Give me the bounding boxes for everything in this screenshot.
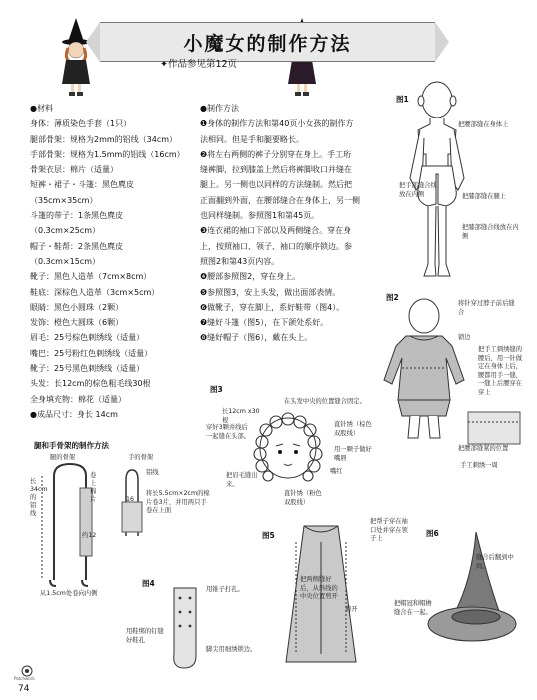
figure-3-note: 把眉毛缝出来。 — [226, 472, 258, 488]
brand-logo — [20, 662, 34, 674]
figure-4-note: 脚尖用细绣锁边。 — [206, 646, 257, 653]
material-line: 帽子・鞋帮：2条黑色麂皮 — [30, 241, 124, 251]
figure-3-label: 图3 — [210, 385, 223, 394]
leg-bottom-note: 从1.5cm处卷向内侧 — [40, 590, 98, 597]
figure-6-note: 缝合后翻到中间。 — [476, 554, 514, 570]
material-line: 骨架衣层：棉片（适量） — [30, 165, 118, 175]
hand-bone-title: 手的骨架 — [128, 454, 154, 461]
method-line: ❹腰部参照图2，穿在身上。 — [200, 272, 301, 282]
figure-2-note: 手工刺绣一周 — [460, 462, 498, 469]
figure-2-note: 把腰部缝紧的位置 — [458, 445, 509, 452]
figure-1-note: 把膝部缝合线放在内侧 — [462, 224, 519, 240]
figure-4-boot-illustration — [168, 584, 202, 672]
material-line: （0.3cm×25cm） — [30, 226, 100, 236]
figure-6-note: 把帽冠和帽檐缝合在一起。 — [394, 600, 432, 616]
figure-5-note: 剪开 — [345, 606, 358, 613]
materials-section — [30, 101, 200, 422]
method-line: 法相同。但是手和腿要略长。 — [200, 134, 304, 144]
material-line: 全身填充物：棉花（适量） — [30, 394, 126, 404]
figure-3-note: 长12cm x30根 — [222, 408, 260, 424]
figure-1-note: 把手部缝合线放在内侧 — [399, 182, 437, 198]
material-line: 短裤・裙子・斗篷：黑色麂皮 — [30, 180, 134, 190]
bone-heading: 腿和手骨架的制作方法 — [34, 441, 109, 450]
figure-6-hat-illustration — [426, 530, 518, 646]
leg-bone-illustration — [36, 462, 116, 588]
figure-2-dress-illustration — [376, 296, 472, 446]
page-title: 小魔女的制作方法 — [183, 33, 352, 55]
method-line: ❺参照图3，安上头发，做出面部表情。 — [200, 287, 341, 297]
figure-3-note: 穿好3颗并线后一起缝在头部。 — [206, 424, 251, 440]
method-line: 照图2和第43页内容。 — [200, 256, 280, 266]
method-line: 上，按照袖口、领子、袖口的顺序锁边。参 — [200, 241, 352, 251]
figure-3-note: 在头发中央的位置缝合固定。 — [284, 398, 366, 405]
subtitle-text: 作品参见第12页 — [167, 59, 238, 70]
method-line: ❽缝好帽子（图6），戴在头上。 — [200, 333, 313, 343]
page-number: 74 — [18, 684, 30, 694]
finished-size: ●成品尺寸：身长 14cm — [30, 409, 118, 419]
figure-6-label: 图6 — [426, 529, 439, 538]
page-subtitle — [160, 56, 237, 70]
material-line: 头发：长12cm的棕色粗毛线30根 — [30, 379, 151, 389]
material-line: 腿部骨架：规格为2mm的铝线（34cm） — [30, 134, 178, 144]
method-line: ❸连衣裙的袖口下部以及两侧缝合。穿在身 — [200, 226, 352, 236]
material-line: 鞋底：深棕色人造革（3cm×5cm） — [30, 287, 160, 297]
method-line: 也同样缝制。参照图1和第45页。 — [200, 211, 320, 221]
figure-2-label: 图2 — [386, 293, 399, 302]
material-line: 嘴巴：25号粉红色刺绣线（适量） — [30, 348, 153, 358]
figure-2-note: 把手工刺绣缝的腰后，用一针做定在身体上后，腰都用手一缝，一缝上后腰穿在穿上 — [478, 346, 523, 396]
leg-bone-title: 腿的骨架 — [50, 454, 76, 461]
figure-2-note: 锁边 — [458, 334, 471, 341]
material-line: 发饰：橙色大圆珠（6颗） — [30, 318, 124, 328]
method-section — [200, 101, 382, 346]
figure-5-note: 把两侧缝好后，从斜线的中央位置剪开 — [300, 576, 338, 601]
leg-fold-label: 卷上棉片 — [90, 472, 97, 503]
footer-brand: Patchwork — [14, 676, 35, 681]
method-line: 缝裤脚，拉到膝盖上然后将裤脚收口并缝在 — [200, 165, 352, 175]
figure-3-note: 用一颗子做好嘴唇 — [334, 446, 372, 462]
material-line: 身体：薄质染色手套（1只） — [30, 119, 132, 129]
figure-3-note: 直针绣（棕色双股线） — [334, 421, 372, 437]
leg-length-label: 长34cm的铝线 — [30, 478, 48, 517]
figure-1-note: 把腰部缝在身体上 — [458, 121, 509, 128]
hand-wire-label: 铝线 — [146, 469, 159, 476]
material-line: 靴子：黑色人造革（7cm×8cm） — [30, 272, 152, 282]
figure-3-note: 直针绣（粉色双股线） — [284, 490, 322, 506]
materials-heading: ●材料 — [30, 104, 53, 113]
figure-1-label: 图1 — [396, 95, 409, 104]
figure-2-waist-detail — [466, 410, 522, 448]
figure-2-note: 将针穿过脖子前后缝合 — [458, 300, 515, 316]
material-line: 斗篷的带子：1条黑色麂皮 — [30, 211, 124, 221]
star-icon: ✦ — [160, 59, 168, 70]
method-line: ❻做靴子，穿在脚上，系好鞋带（图4）。 — [200, 302, 345, 312]
figure-4-note: 用鞋绑的钉缝好鞋孔 — [126, 628, 164, 644]
method-line: ❶身体的制作方法和第40页小女孩的制作方 — [200, 119, 354, 129]
figure-1-doll-illustration — [402, 78, 472, 284]
material-line: （0.3cm×15cm） — [30, 256, 100, 266]
title-banner — [100, 22, 435, 62]
figure-3-note: 嘴红 — [330, 468, 343, 475]
figure-4-note: 用锥子打孔。 — [206, 586, 244, 593]
figure-1-note: 把膝部缝在腿上 — [462, 193, 507, 200]
material-line: 靴子：25号黑色刺绣线（适量） — [30, 364, 145, 374]
method-line: ❷将左右两侧的裤子分别穿在身上。手工珩 — [200, 149, 352, 159]
method-line: 正面翻到外面，在腰部缝合在身体上，另一侧 — [200, 195, 360, 205]
figure-4-label: 图4 — [142, 579, 155, 588]
leg-dimension-label: 约12 — [82, 532, 97, 539]
hand-length-label: 16 — [126, 496, 135, 503]
figure-5-label: 图5 — [262, 531, 275, 540]
method-line: ❼缝好斗篷（图5），在下颌处系好。 — [200, 318, 329, 328]
hand-bone-note: 将长5.5cm×2cm的棉片卷3片，并用两只手卷在上面 — [146, 490, 210, 515]
material-line: 眉毛：25号棕色刺绣线（适量） — [30, 333, 145, 343]
hand-bone-illustration — [120, 466, 144, 546]
material-line: 手部骨架：规格为1.5mm的铝线（16cm） — [30, 149, 185, 159]
material-line: （35cm×35cm） — [30, 195, 98, 205]
method-heading: ●制作方法 — [200, 104, 239, 113]
material-line: 眼睛：黑色小圆珠（2颗） — [30, 302, 124, 312]
method-line: 腿上。另一侧也以同样的方法缝制。然后把 — [200, 180, 352, 190]
figure-5-note: 把帮子穿在袖口处并穿在领子上 — [370, 518, 408, 543]
